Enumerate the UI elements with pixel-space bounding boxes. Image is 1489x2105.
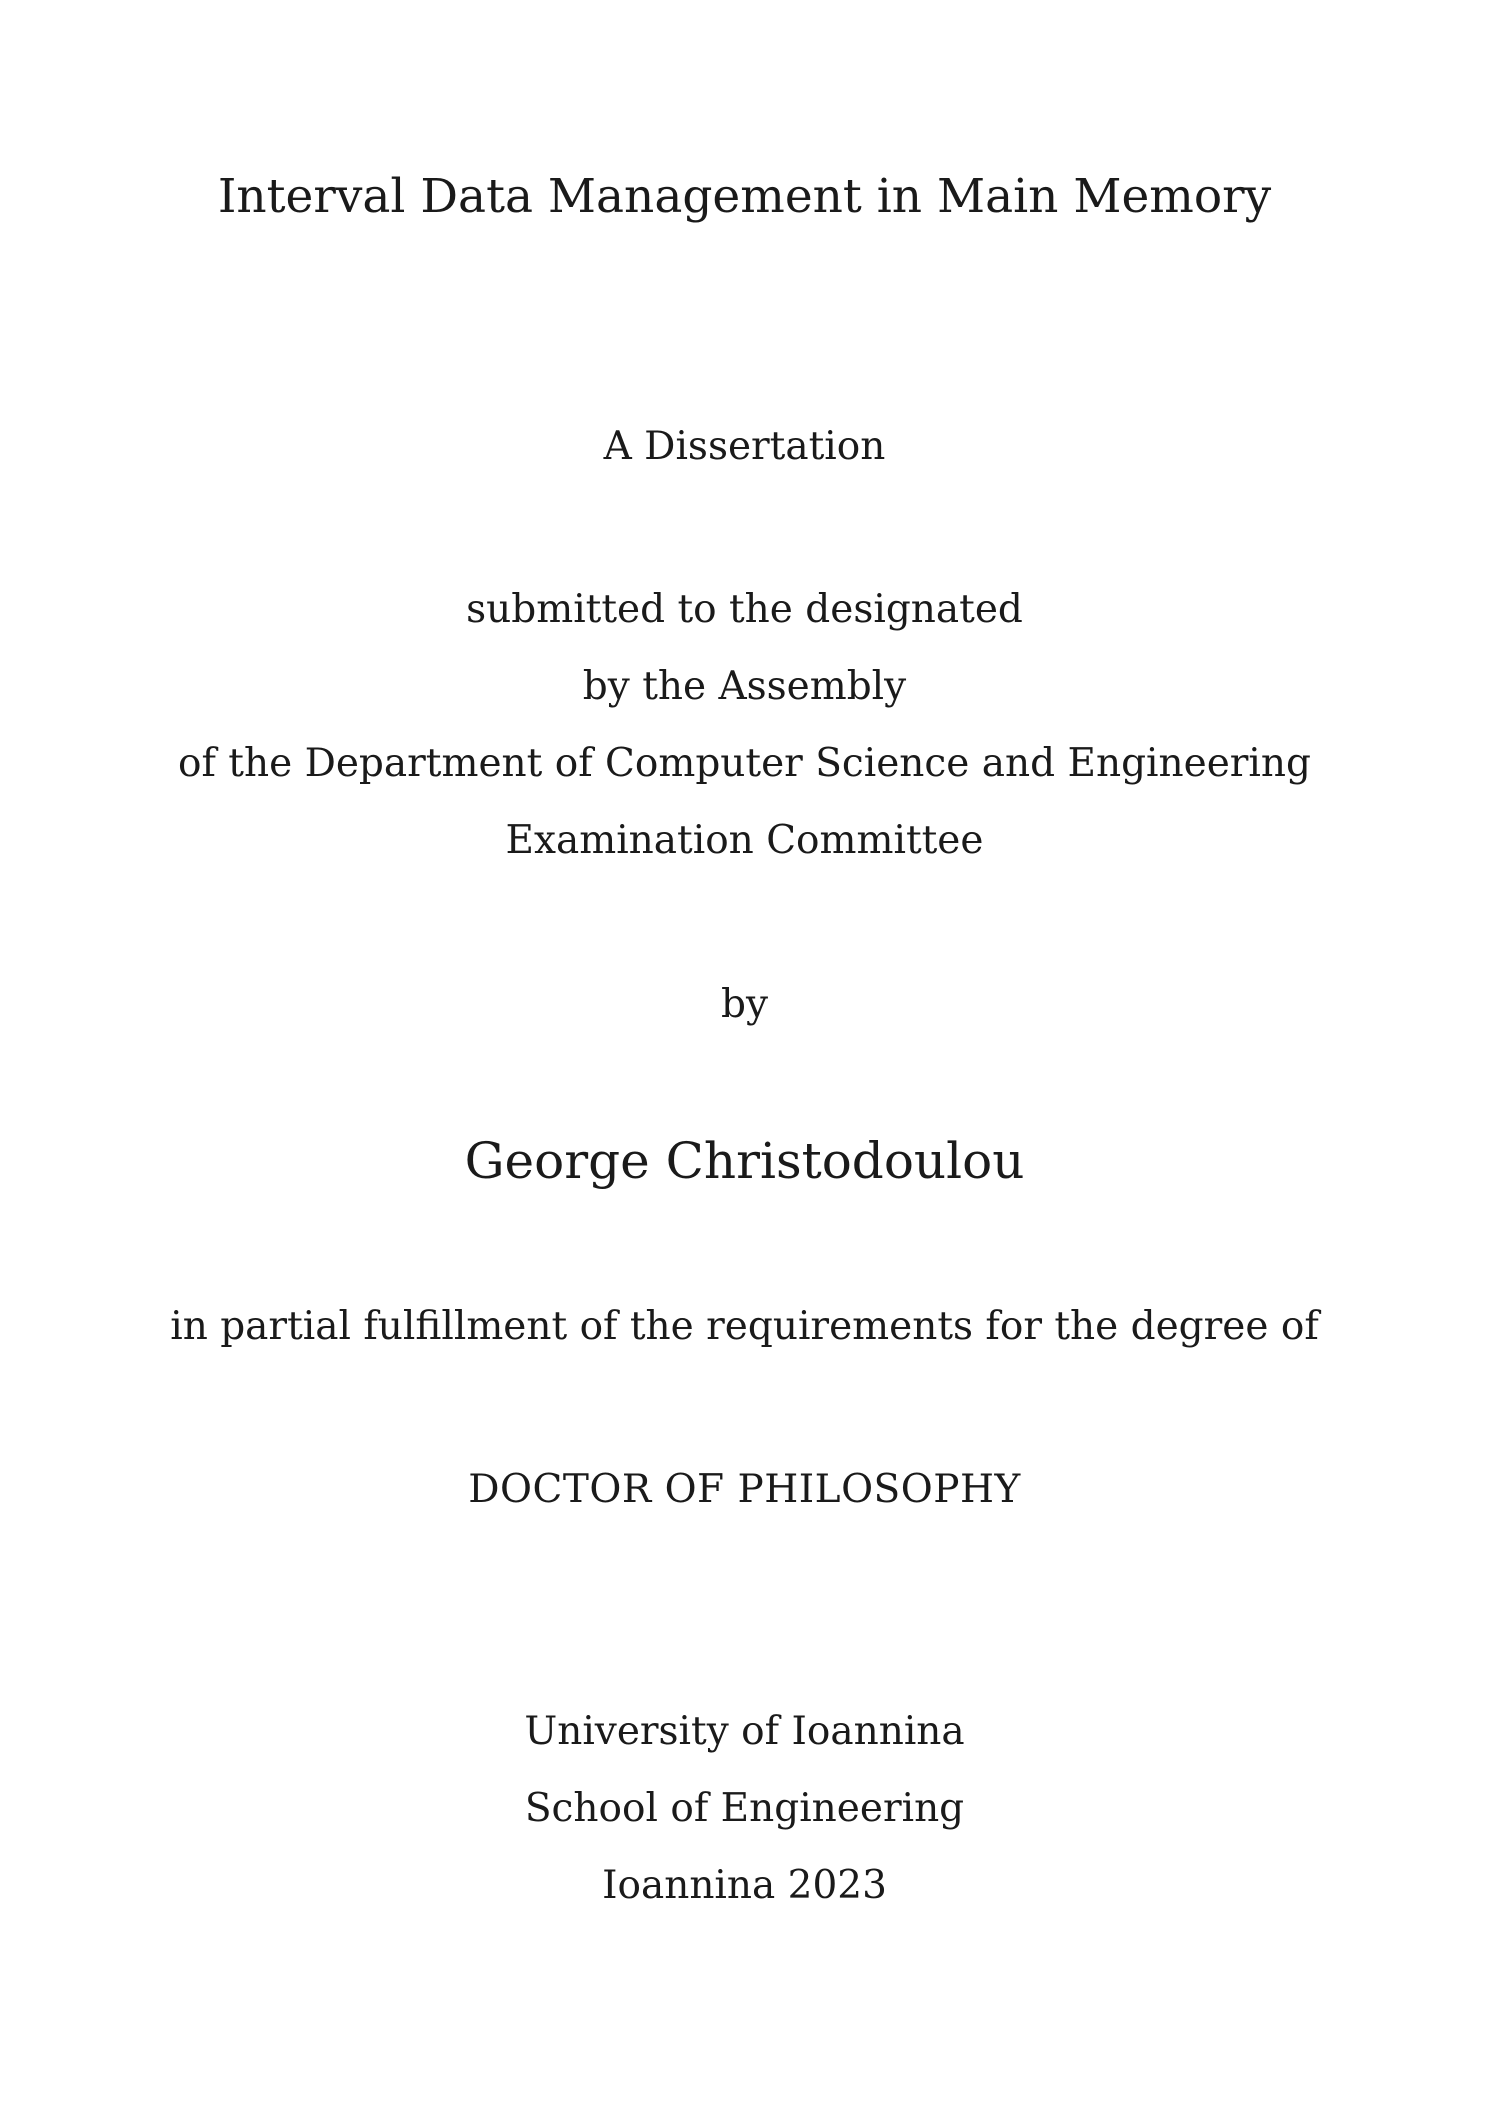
submission-line-4: Examination Committee	[505, 818, 984, 863]
fulfillment-statement: in partial fulfillment of the requirements for the degree of	[170, 1304, 1319, 1349]
submission-line-3: of the Department of Computer Science and Engineering	[178, 741, 1311, 786]
school-name: School of Engineering	[524, 1786, 965, 1831]
dissertation-title: Interval Data Management in Main Memory	[217, 169, 1272, 224]
degree-name: DOCTOR OF PHILOSOPHY	[468, 1467, 1021, 1512]
by-label: by	[721, 982, 768, 1027]
place-year: Ioannina 2023	[602, 1863, 887, 1908]
author-name: George Christodoulou	[464, 1132, 1025, 1190]
submission-line-2: by the Assembly	[582, 664, 907, 709]
document-type: A Dissertation	[603, 424, 886, 469]
university-name: University of Ioannina	[524, 1709, 965, 1754]
submission-line-1: submitted to the designated	[466, 587, 1023, 632]
